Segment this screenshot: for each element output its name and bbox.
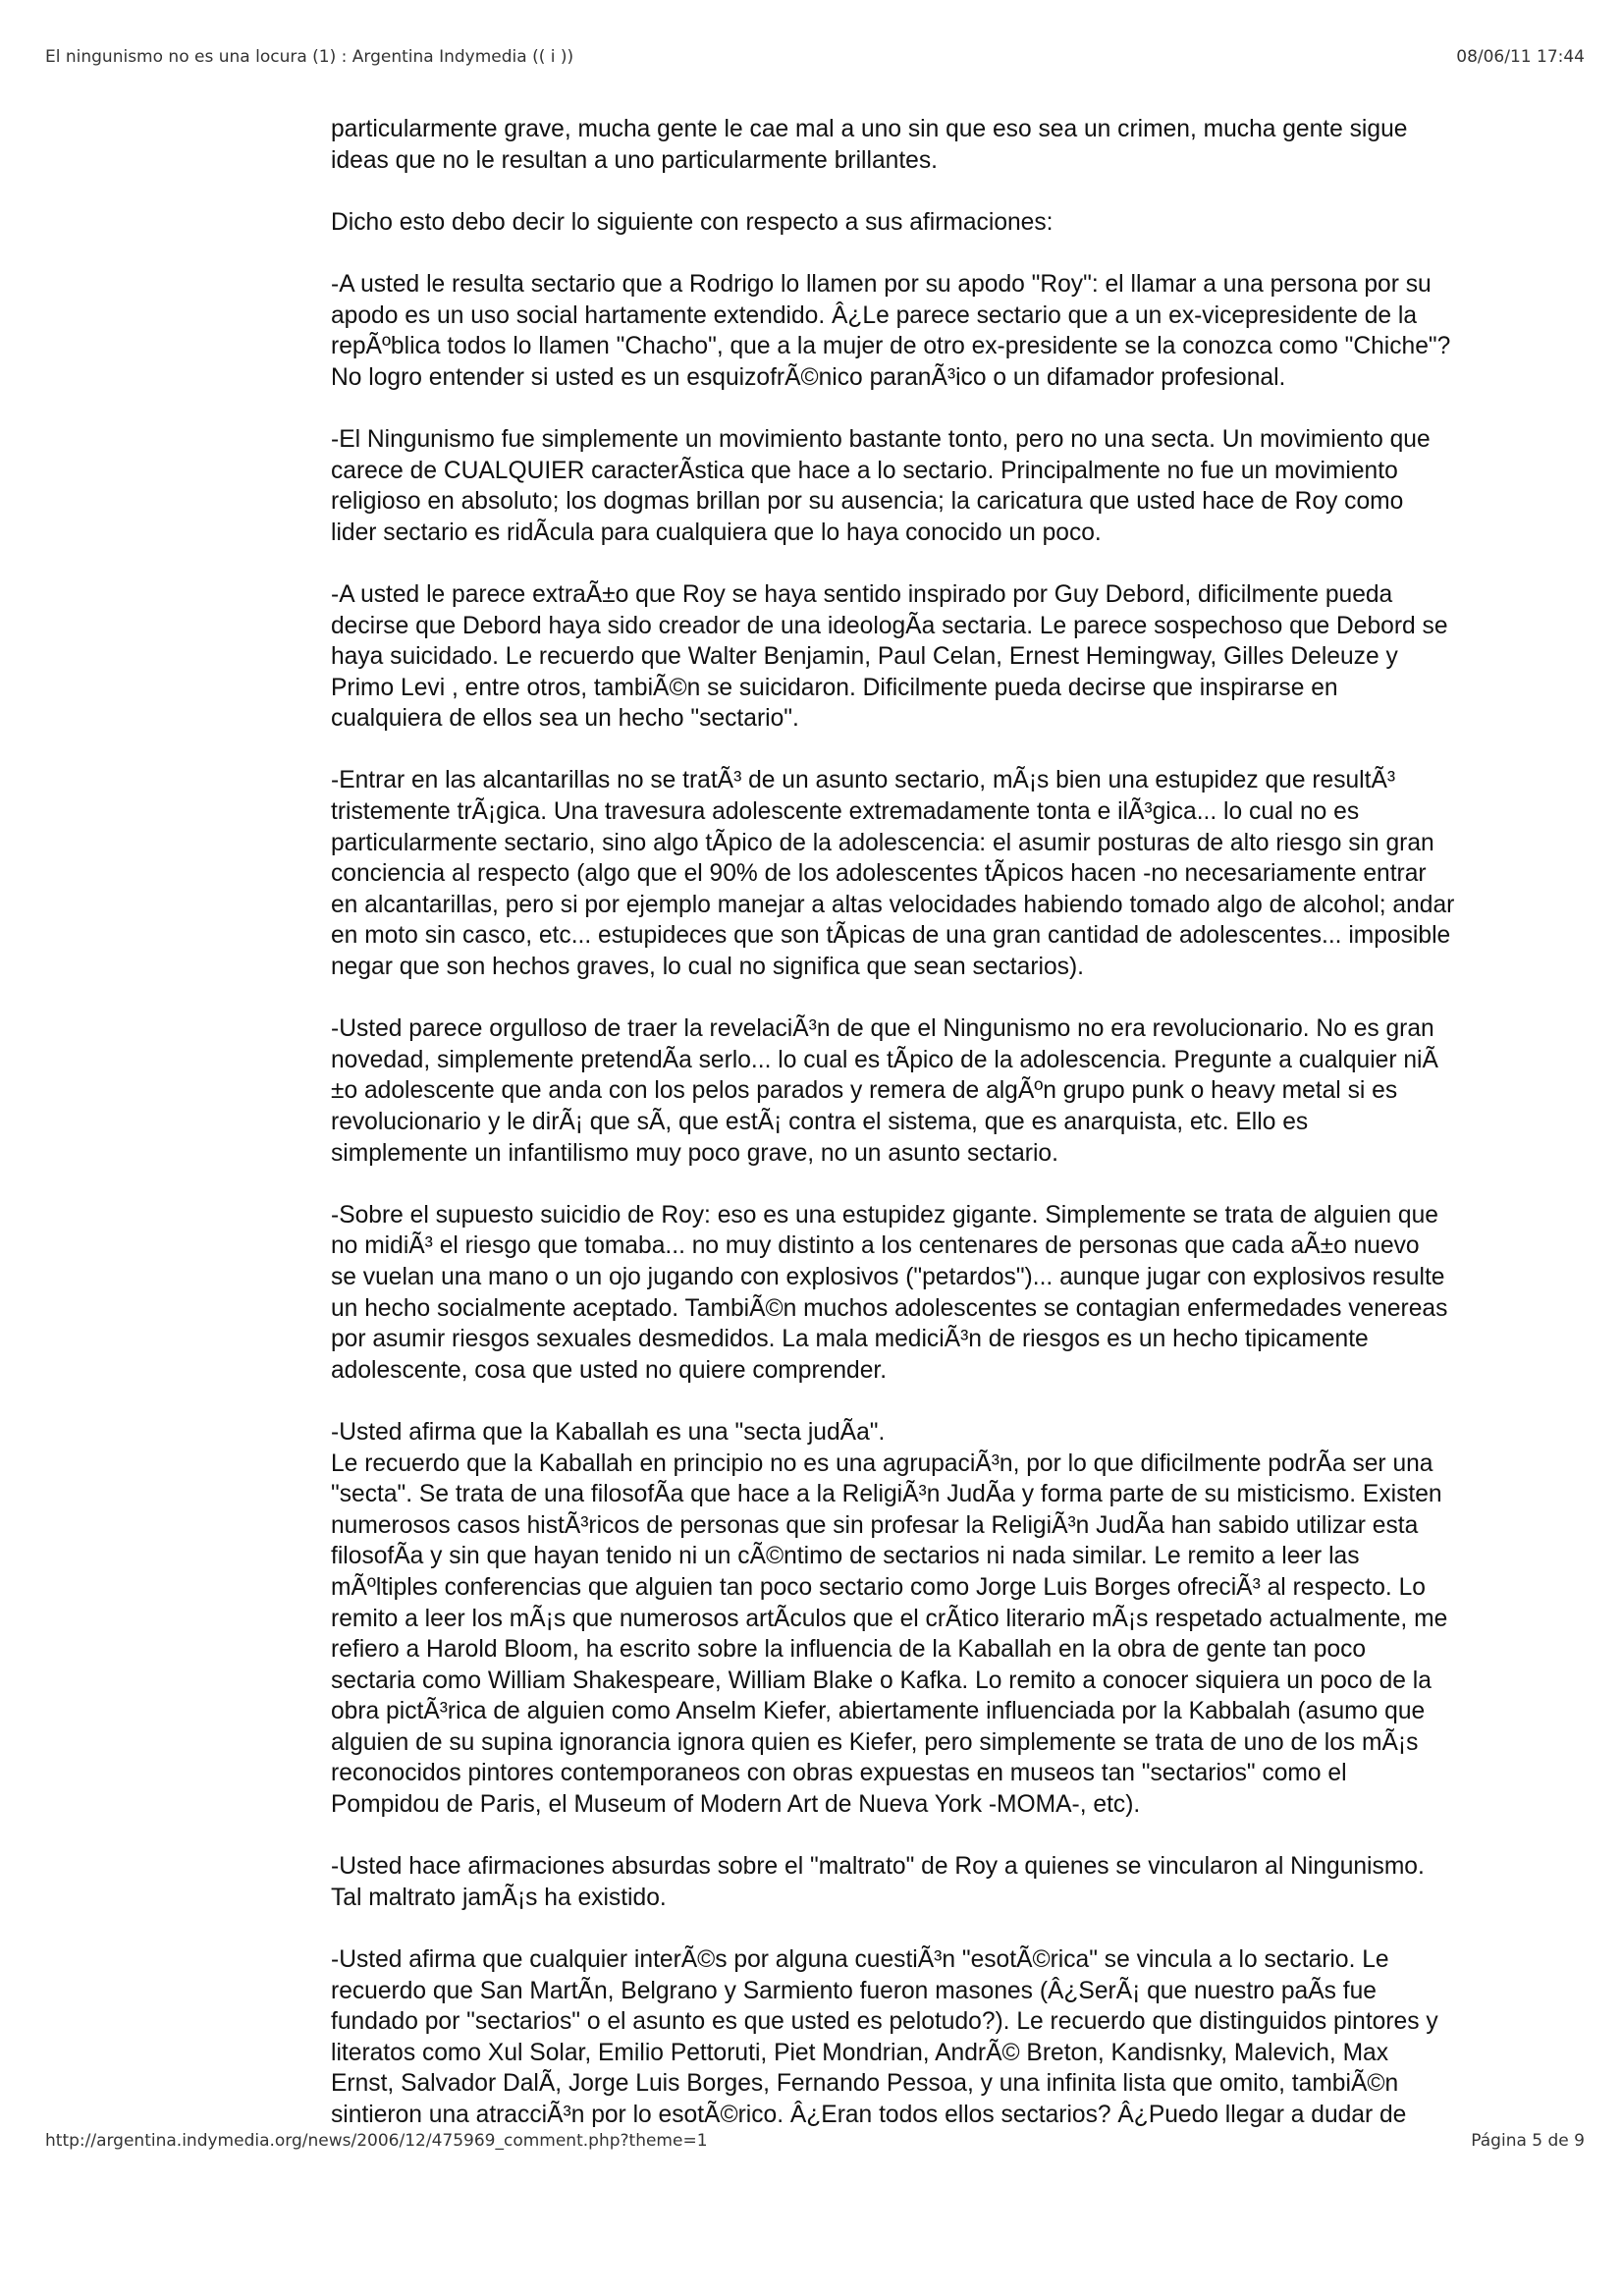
text-line: particularmente sectario, sino algo tÃpico de la adolescencia: el asumir posturas de alto riesgo sin gran: [331, 829, 1434, 856]
text-line: novedad, simplemente pretendÃa serlo... lo cual es tÃpico de la adolescencia. Pregunte a cualquier niÃ: [331, 1046, 1438, 1073]
text-line: remito a leer los mÃ¡s que numerosos artÃculos que el crÃtico literario mÃ¡s respetado actualmente, me: [331, 1605, 1448, 1632]
paragraph: [331, 207, 1588, 239]
text-line: en alcantarillas, pero si por ejemplo manejar a altas velocidades habiendo tomado algo de alcohol; andar: [331, 891, 1455, 918]
text-line: -Usted afirma que la Kaballah es una "secta judÃa".: [331, 1418, 886, 1446]
text-line: -A usted le parece extraÃ±o que Roy se haya sentido inspirado por Guy Debord, dificilmente pueda: [331, 580, 1393, 608]
text-line: revolucionario y le dirÃ¡ que sÃ, que estÃ¡ contra el sistema, que es anarquista, etc. Ello es: [331, 1109, 1309, 1135]
text-line: recuerdo que San MartÃn, Belgrano y Sarmiento fueron masones (Â¿SerÃ¡ que nuestro paÃs fue: [331, 1977, 1377, 2004]
text-line: sectaria como William Shakespeare, William Blake o Kafka. Lo remito a conocer siquiera un poco de la: [331, 1667, 1432, 1694]
text-line: -Sobre el supuesto suicidio de Roy: eso es una estupidez gigante. Simplemente se trata de alguien que: [331, 1201, 1438, 1229]
text-line: -Usted afirma que cualquier interÃ©s por alguna cuestiÃ³n "esotÃ©rica" se vincula a lo sectario. Le: [331, 1946, 1389, 1974]
text-line: decirse que Debord haya sido creador de una ideologÃa sectaria. Le parece sospechoso que Debord se: [331, 612, 1448, 639]
text-line: numerosos casos histÃ³ricos de personas que sin profesar la ReligiÃ³n JudÃa han sabido utilizar esta: [331, 1511, 1419, 1539]
text-line: -Entrar en las alcantarillas no se tratÃ³ de un asunto sectario, mÃ¡s bien una estupidez que resultÃ³: [331, 767, 1396, 794]
text-line: Tal maltrato jamÃ¡s ha existido.: [331, 1884, 667, 1911]
text-line: "secta". Se trata de una filosofÃa que hace a la ReligiÃ³n JudÃa y forma parte de su misticismo. Existen: [331, 1481, 1442, 1508]
text-line: en moto sin casco, etc... estupideces que son tÃpicas de una gran cantidad de adolescentes... imposible: [331, 922, 1451, 950]
page-header: [45, 47, 1585, 67]
text-line: sintieron una atracciÃ³n por lo esotÃ©rico. Â¿Eran todos ellos sectarios? Â¿Puedo llegar a dudar de: [331, 2102, 1407, 2128]
text-line: tristemente trÃ¡gica. Una travesura adolescente extremadamente tonta e ilÃ³gica... lo cual no es: [331, 798, 1360, 826]
print-datetime: 08/06/11 17:44: [1456, 47, 1585, 67]
source-url[interactable]: http://argentina.indymedia.org/news/2006/12/475969_comment.php?theme=1: [45, 2131, 708, 2151]
text-line: No logro entender si usted es un esquizofrÃ©nico paranÃ³ico o un difamador profesional.: [331, 363, 1286, 391]
paragraph: [331, 579, 1588, 735]
paragraph: [331, 1417, 1588, 1821]
text-line: simplemente un infantilismo muy poco grave, no un asunto sectario.: [331, 1139, 1058, 1167]
text-line: carece de CUALQUIER caracterÃstica que hace a lo sectario. Principalmente no fue un movimiento: [331, 457, 1398, 484]
text-line: cualquiera de ellos sea un hecho "sectario".: [331, 705, 799, 733]
paragraph: [331, 1200, 1588, 1387]
page-number: Página 5 de 9: [1471, 2131, 1585, 2151]
text-line: lider sectario es ridÃcula para cualquiera que lo haya conocido un poco.: [331, 519, 1102, 546]
page-footer: [45, 2131, 1585, 2151]
text-line: -El Ningunismo fue simplemente un movimiento bastante tonto, pero no una secta. Un movimiento que: [331, 425, 1431, 453]
article-body: [331, 114, 1588, 2161]
text-line: fundado por "sectarios" o el asunto es que usted es pelotudo?). Le recuerdo que distinguidos pintores y: [331, 2008, 1438, 2036]
text-line: religioso en absoluto; los dogmas brillan por su ausencia; la caricatura que usted hace de Roy como: [331, 488, 1404, 516]
text-line: negar que son hechos graves, lo cual no significa que sean sectarios).: [331, 954, 1084, 981]
page-title: El ningunismo no es una locura (1) : Argentina Indymedia (( i )): [45, 47, 574, 67]
text-line: literatos como Xul Solar, Emilio Pettoruti, Piet Mondrian, AndrÃ© Breton, Kandisnky, Malevich, Max: [331, 2039, 1389, 2066]
text-line: refiero a Harold Bloom, ha escrito sobre la influencia de la Kaballah en la obra de gente tan poco: [331, 1636, 1367, 1664]
paragraph: [331, 269, 1588, 393]
paragraph: [331, 1851, 1588, 1913]
text-line: mÃºltiples conferencias que alguien tan poco sectario como Jorge Luis Borges ofreciÃ³ al respecto. Lo: [331, 1573, 1426, 1601]
text-line: filosofÃa y sin que hayan tenido ni un cÃ©ntimo de sectarios ni nada similar. Le remito a leer las: [331, 1543, 1360, 1570]
text-line: conciencia al respecto (algo que el 90% de los adolescentes tÃpicos hacen -no necesariamente entrar: [331, 860, 1427, 888]
text-line: no midiÃ³ el riesgo que tomaba... no muy distinto a los centenares de personas que cada aÃ±o nuevo: [331, 1232, 1420, 1260]
text-line: -Usted parece orgulloso de traer la revelaciÃ³n de que el Ningunismo no era revolucionario. No es gran: [331, 1015, 1434, 1043]
text-line: repÃºblica todos lo llamen "Chacho", que a la mujer de otro ex-presidente se la conozca como "Chiche"?: [331, 333, 1451, 360]
paragraph: [331, 424, 1588, 548]
text-line: obra pictÃ³rica de alguien como Anselm Kiefer, abiertamente influenciada por la Kabbalah (asumo que: [331, 1698, 1426, 1725]
text-line: alguien de su supina ignorancia ignora quien es Kiefer, pero simplemente se trata de uno de los mÃ¡s: [331, 1728, 1419, 1756]
text-line: apodo es un uso social hartamente extendido. Â¿Le parece sectario que a un ex-vicepresidente de la: [331, 301, 1418, 329]
text-line: un hecho socialmente aceptado. TambiÃ©n muchos adolescentes se contagian enfermedades venereas: [331, 1294, 1448, 1322]
paragraph: [331, 114, 1588, 176]
paragraph: [331, 765, 1588, 982]
text-line: Le recuerdo que la Kaballah en principio no es una agrupaciÃ³n, por lo que dificilmente podrÃa ser una: [331, 1449, 1433, 1477]
text-line: Ernst, Salvador DalÃ, Jorge Luis Borges, Fernando Pessoa, y una infinita lista que omito, tambiÃ©n: [331, 2070, 1399, 2098]
text-line: ±o adolescente que anda con los pelos parados y remera de algÃºn grupo punk o heavy metal si es: [331, 1077, 1398, 1105]
text-line: ideas que no le resultan a uno particularmente brillantes.: [331, 146, 938, 174]
paragraph: [331, 1944, 1588, 2131]
text-line: -Usted hace afirmaciones absurdas sobre el "maltrato" de Roy a quienes se vincularon al Ningunismo.: [331, 1853, 1425, 1881]
text-line: adolescente, cosa que usted no quiere comprender.: [331, 1356, 888, 1384]
paragraph: [331, 1013, 1588, 1169]
text-line: Primo Levi , entre otros, tambiÃ©n se suicidaron. Dificilmente pueda decirse que inspirarse en: [331, 674, 1338, 701]
text-line: se vuelan una mano o un ojo jugando con explosivos ("petardos")... aunque jugar con explosivos resulte: [331, 1263, 1445, 1290]
text-line: reconocidos pintores contemporaneos con obras expuestas en museos tan "sectarios" como el: [331, 1760, 1347, 1787]
text-line: por asumir riesgos sexuales desmedidos. La mala mediciÃ³n de riesgos es un hecho tipicamente: [331, 1326, 1369, 1353]
text-line: particularmente grave, mucha gente le cae mal a uno sin que eso sea un crimen, mucha gente sigue: [331, 116, 1408, 142]
text-line: haya suicidado. Le recuerdo que Walter Benjamin, Paul Celan, Ernest Hemingway, Gilles Deleuze y: [331, 643, 1398, 671]
text-line: Pompidou de Paris, el Museum of Modern Art de Nueva York -MOMA-, etc).: [331, 1791, 1141, 1819]
text-line: -A usted le resulta sectario que a Rodrigo lo llamen por su apodo "Roy": el llamar a una persona por su: [331, 270, 1432, 298]
text-line: Dicho esto debo decir lo siguiente con respecto a sus afirmaciones:: [331, 208, 1054, 236]
